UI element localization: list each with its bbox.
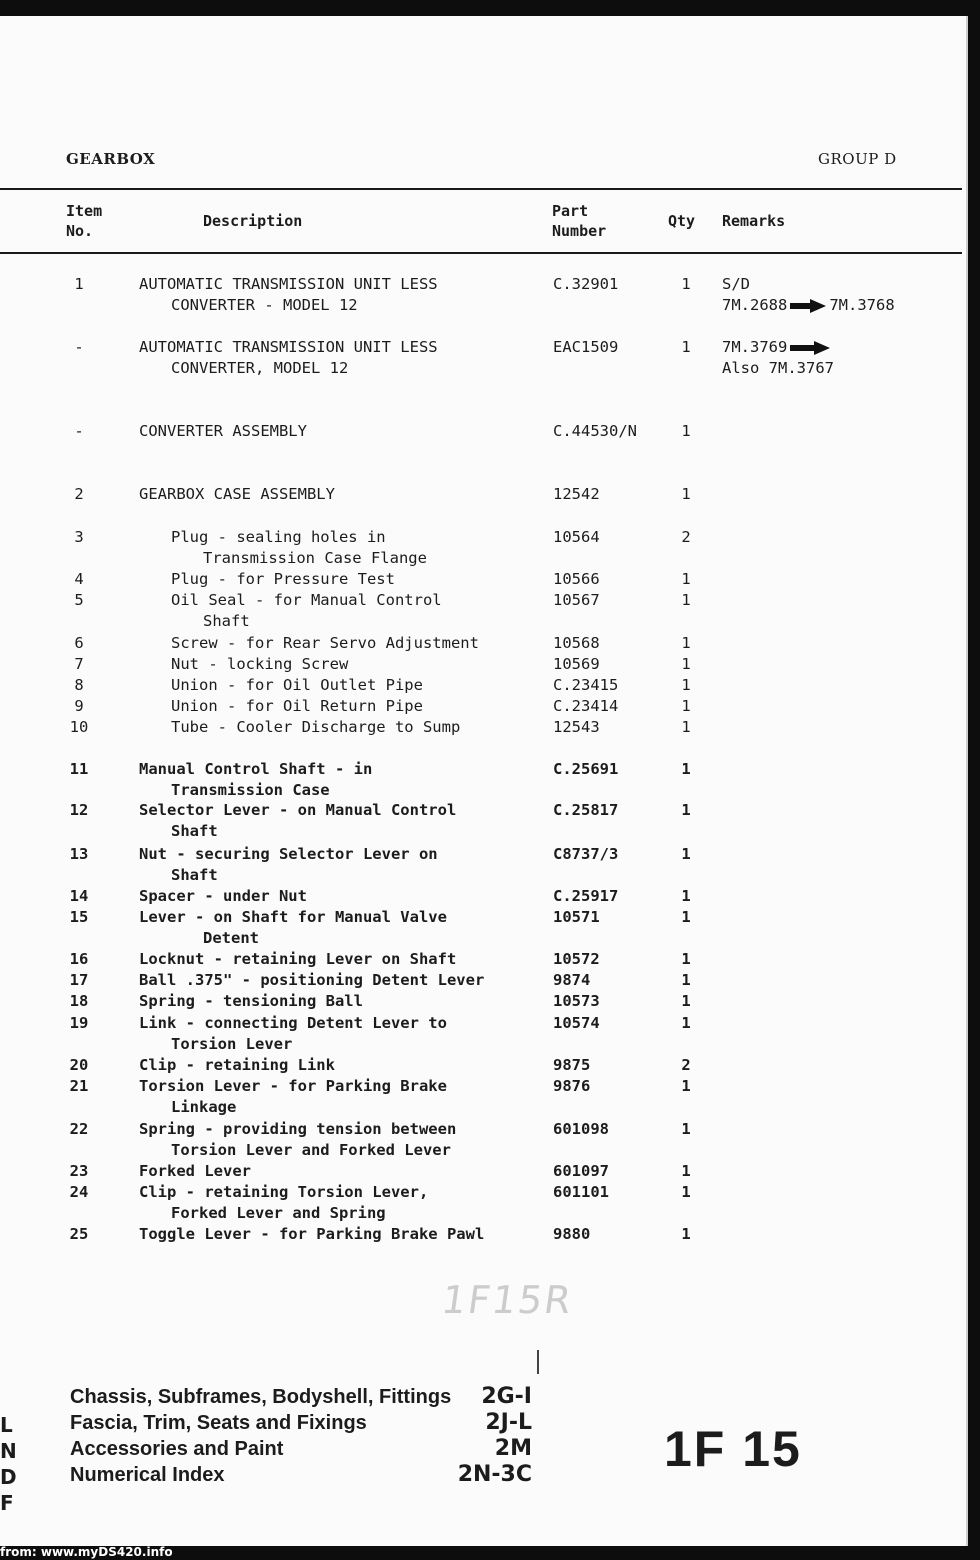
index-label: Numerical Index [70,1464,225,1486]
row-qty: 1 [681,1077,691,1095]
row-description: CONVERTER ASSEMBLY [139,422,307,440]
col-item-line1: Item [66,202,103,220]
row-part: 601098 [553,1120,609,1138]
row-item: 9 [74,697,84,715]
footer-source: from: www.myDS420.info [0,1545,173,1559]
row-qty: 1 [681,338,691,356]
col-part-line1: Part [552,202,589,220]
row-description: Link - connecting Detent Lever to Torsion Lever [139,1014,447,1053]
row-description: Spring - tensioning Ball [139,992,363,1010]
row-item: 8 [74,676,84,694]
row-item: 22 [69,1120,89,1138]
row-item: 23 [69,1162,89,1180]
row-description: Tube - Cooler Discharge to Sump [171,718,461,736]
col-part [552,201,606,241]
col-description: Description [203,212,303,230]
row-part: C.25817 [553,801,619,819]
row-description: Screw - for Rear Servo Adjustment [171,634,479,652]
row-part: EAC1509 [553,338,619,356]
row-item: 2 [74,485,84,503]
row-remarks: S/D 7M.2688 7M.3768 [722,275,895,314]
row-part: 10574 [553,1014,600,1032]
row-part: 10569 [553,655,600,673]
arrow-right-icon [790,299,826,313]
edge-letter: L [0,1413,13,1437]
scan-border-top [0,0,980,16]
row-part: C.44530/N [553,422,637,440]
row-part: C.25691 [553,760,619,778]
header-rule-top [0,188,962,190]
row-item: 19 [69,1014,89,1032]
row-qty: 2 [681,1056,691,1074]
row-description: Ball .375" - positioning Detent Lever [139,971,485,989]
row-qty: 1 [681,1120,691,1138]
row-description: Clip - retaining Link [139,1056,335,1074]
col-part-line2: Number [552,222,607,240]
row-item: 5 [74,591,84,609]
row-qty: 1 [681,718,691,736]
row-description: Union - for Oil Outlet Pipe [171,676,423,694]
row-part: 9880 [553,1225,591,1243]
scan-border-right [968,0,980,1560]
row-part: C.23415 [553,676,619,694]
row-item: 21 [69,1077,89,1095]
row-qty: 1 [681,1014,691,1032]
row-qty: 1 [681,676,691,694]
row-part: 9874 [553,971,591,989]
row-description: Plug - sealing holes in Transmission Case Flange [171,528,427,567]
row-item: 25 [69,1225,89,1243]
header-rule-bottom [0,252,962,254]
row-item: 11 [69,760,89,778]
index-row [70,1462,540,1488]
index-row [70,1384,540,1410]
faint-stamp: 1F15R [438,1278,576,1322]
edge-letter: N [0,1439,17,1463]
row-part: 10567 [553,591,600,609]
index-label: Chassis, Subframes, Bodyshell, Fittings [70,1386,452,1408]
row-description: Torsion Lever - for Parking Brake Linkage [139,1077,447,1116]
fiche-index [70,1384,540,1488]
row-description: Forked Lever [139,1162,251,1180]
index-code: 2G-I [481,1384,532,1409]
row-item: - [74,338,84,356]
row-qty: 1 [681,1183,691,1201]
col-remarks: Remarks [722,212,786,230]
index-label: Accessories and Paint [70,1438,284,1460]
footer-bar [0,1546,980,1560]
row-part: 10566 [553,570,600,588]
row-description: Spring - providing tension between Torsion Lever and Forked Lever [139,1120,457,1159]
row-qty: 1 [681,760,691,778]
index-row [70,1410,540,1436]
row-qty: 1 [681,655,691,673]
row-part: 12543 [553,718,600,736]
row-part: 9875 [553,1056,591,1074]
col-item [66,201,102,241]
row-item: 15 [69,908,89,926]
row-item: 14 [69,887,89,905]
row-qty: 1 [681,992,691,1010]
row-item: 24 [69,1183,89,1201]
row-item: 12 [69,801,89,819]
row-qty: 1 [681,950,691,968]
row-part: C.23414 [553,697,619,715]
row-part: 10571 [553,908,600,926]
row-description: AUTOMATIC TRANSMISSION UNIT LESS CONVERTER, MODEL 12 [139,338,438,377]
group-label: GROUP D [818,150,897,168]
row-description: Nut - securing Selector Lever on Shaft [139,845,438,884]
row-qty: 1 [681,697,691,715]
row-item: 17 [69,971,89,989]
edge-letters [0,1412,17,1516]
row-part: 12542 [553,485,600,503]
row-description: Clip - retaining Torsion Lever, Forked Lever and Spring [139,1183,429,1222]
section-title: GEARBOX [66,150,156,168]
row-part: C.25917 [553,887,619,905]
row-qty: 1 [681,634,691,652]
row-qty: 1 [681,887,691,905]
row-description: GEARBOX CASE ASSEMBLY [139,485,335,503]
index-label: Fascia, Trim, Seats and Fixings [70,1412,367,1434]
row-qty: 1 [681,845,691,863]
row-qty: 1 [681,422,691,440]
row-description: Lever - on Shaft for Manual Valve Detent [139,908,447,947]
row-qty: 1 [681,570,691,588]
row-part: 10572 [553,950,600,968]
row-description: Selector Lever - on Manual Control Shaft [139,801,457,840]
row-item: 18 [69,992,89,1010]
row-description: Nut - locking Screw [171,655,349,673]
col-item-line2: No. [66,222,94,240]
row-item: 7 [74,655,84,673]
index-code: 2J-L [485,1410,532,1435]
row-item: 13 [69,845,89,863]
edge-letter: D [0,1465,17,1489]
row-qty: 1 [681,1225,691,1243]
row-description: Manual Control Shaft - in Transmission Case [139,760,373,799]
fiche-number: 1F 15 [664,1421,802,1477]
edge-letter: F [0,1491,14,1515]
row-item: 20 [69,1056,89,1074]
row-description: Locknut - retaining Lever on Shaft [139,950,457,968]
row-qty: 1 [681,801,691,819]
row-qty: 1 [681,591,691,609]
row-description: Spacer - under Nut [139,887,307,905]
col-qty: Qty [668,212,696,230]
row-part: 601101 [553,1183,609,1201]
row-item: 16 [69,950,89,968]
row-item: - [74,422,84,440]
index-code: 2M [494,1436,532,1461]
row-description: AUTOMATIC TRANSMISSION UNIT LESS CONVERTER - MODEL 12 [139,275,438,314]
arrow-right-icon [790,341,830,355]
row-remarks: 7M.3769 Also 7M.3767 [722,338,834,377]
row-part: 10568 [553,634,600,652]
row-part: 10564 [553,528,600,546]
row-qty: 2 [681,528,691,546]
index-code: 2N-3C [457,1462,532,1487]
row-item: 4 [74,570,84,588]
row-part: 10573 [553,992,600,1010]
row-part: C8737/3 [553,845,619,863]
row-description: Union - for Oil Return Pipe [171,697,423,715]
row-qty: 1 [681,971,691,989]
row-item: 6 [74,634,84,652]
index-row [70,1436,540,1462]
row-qty: 1 [681,275,691,293]
row-qty: 1 [681,1162,691,1180]
row-description: Plug - for Pressure Test [171,570,395,588]
row-qty: 1 [681,485,691,503]
row-item: 3 [74,528,84,546]
row-part: C.32901 [553,275,619,293]
row-part: 9876 [553,1077,591,1095]
row-description: Oil Seal - for Manual Control Shaft [171,591,442,630]
row-item: 1 [74,275,84,293]
row-item: 10 [69,718,89,736]
index-divider [537,1350,539,1374]
row-part: 601097 [553,1162,609,1180]
row-qty: 1 [681,908,691,926]
row-description: Toggle Lever - for Parking Brake Pawl [139,1225,485,1243]
